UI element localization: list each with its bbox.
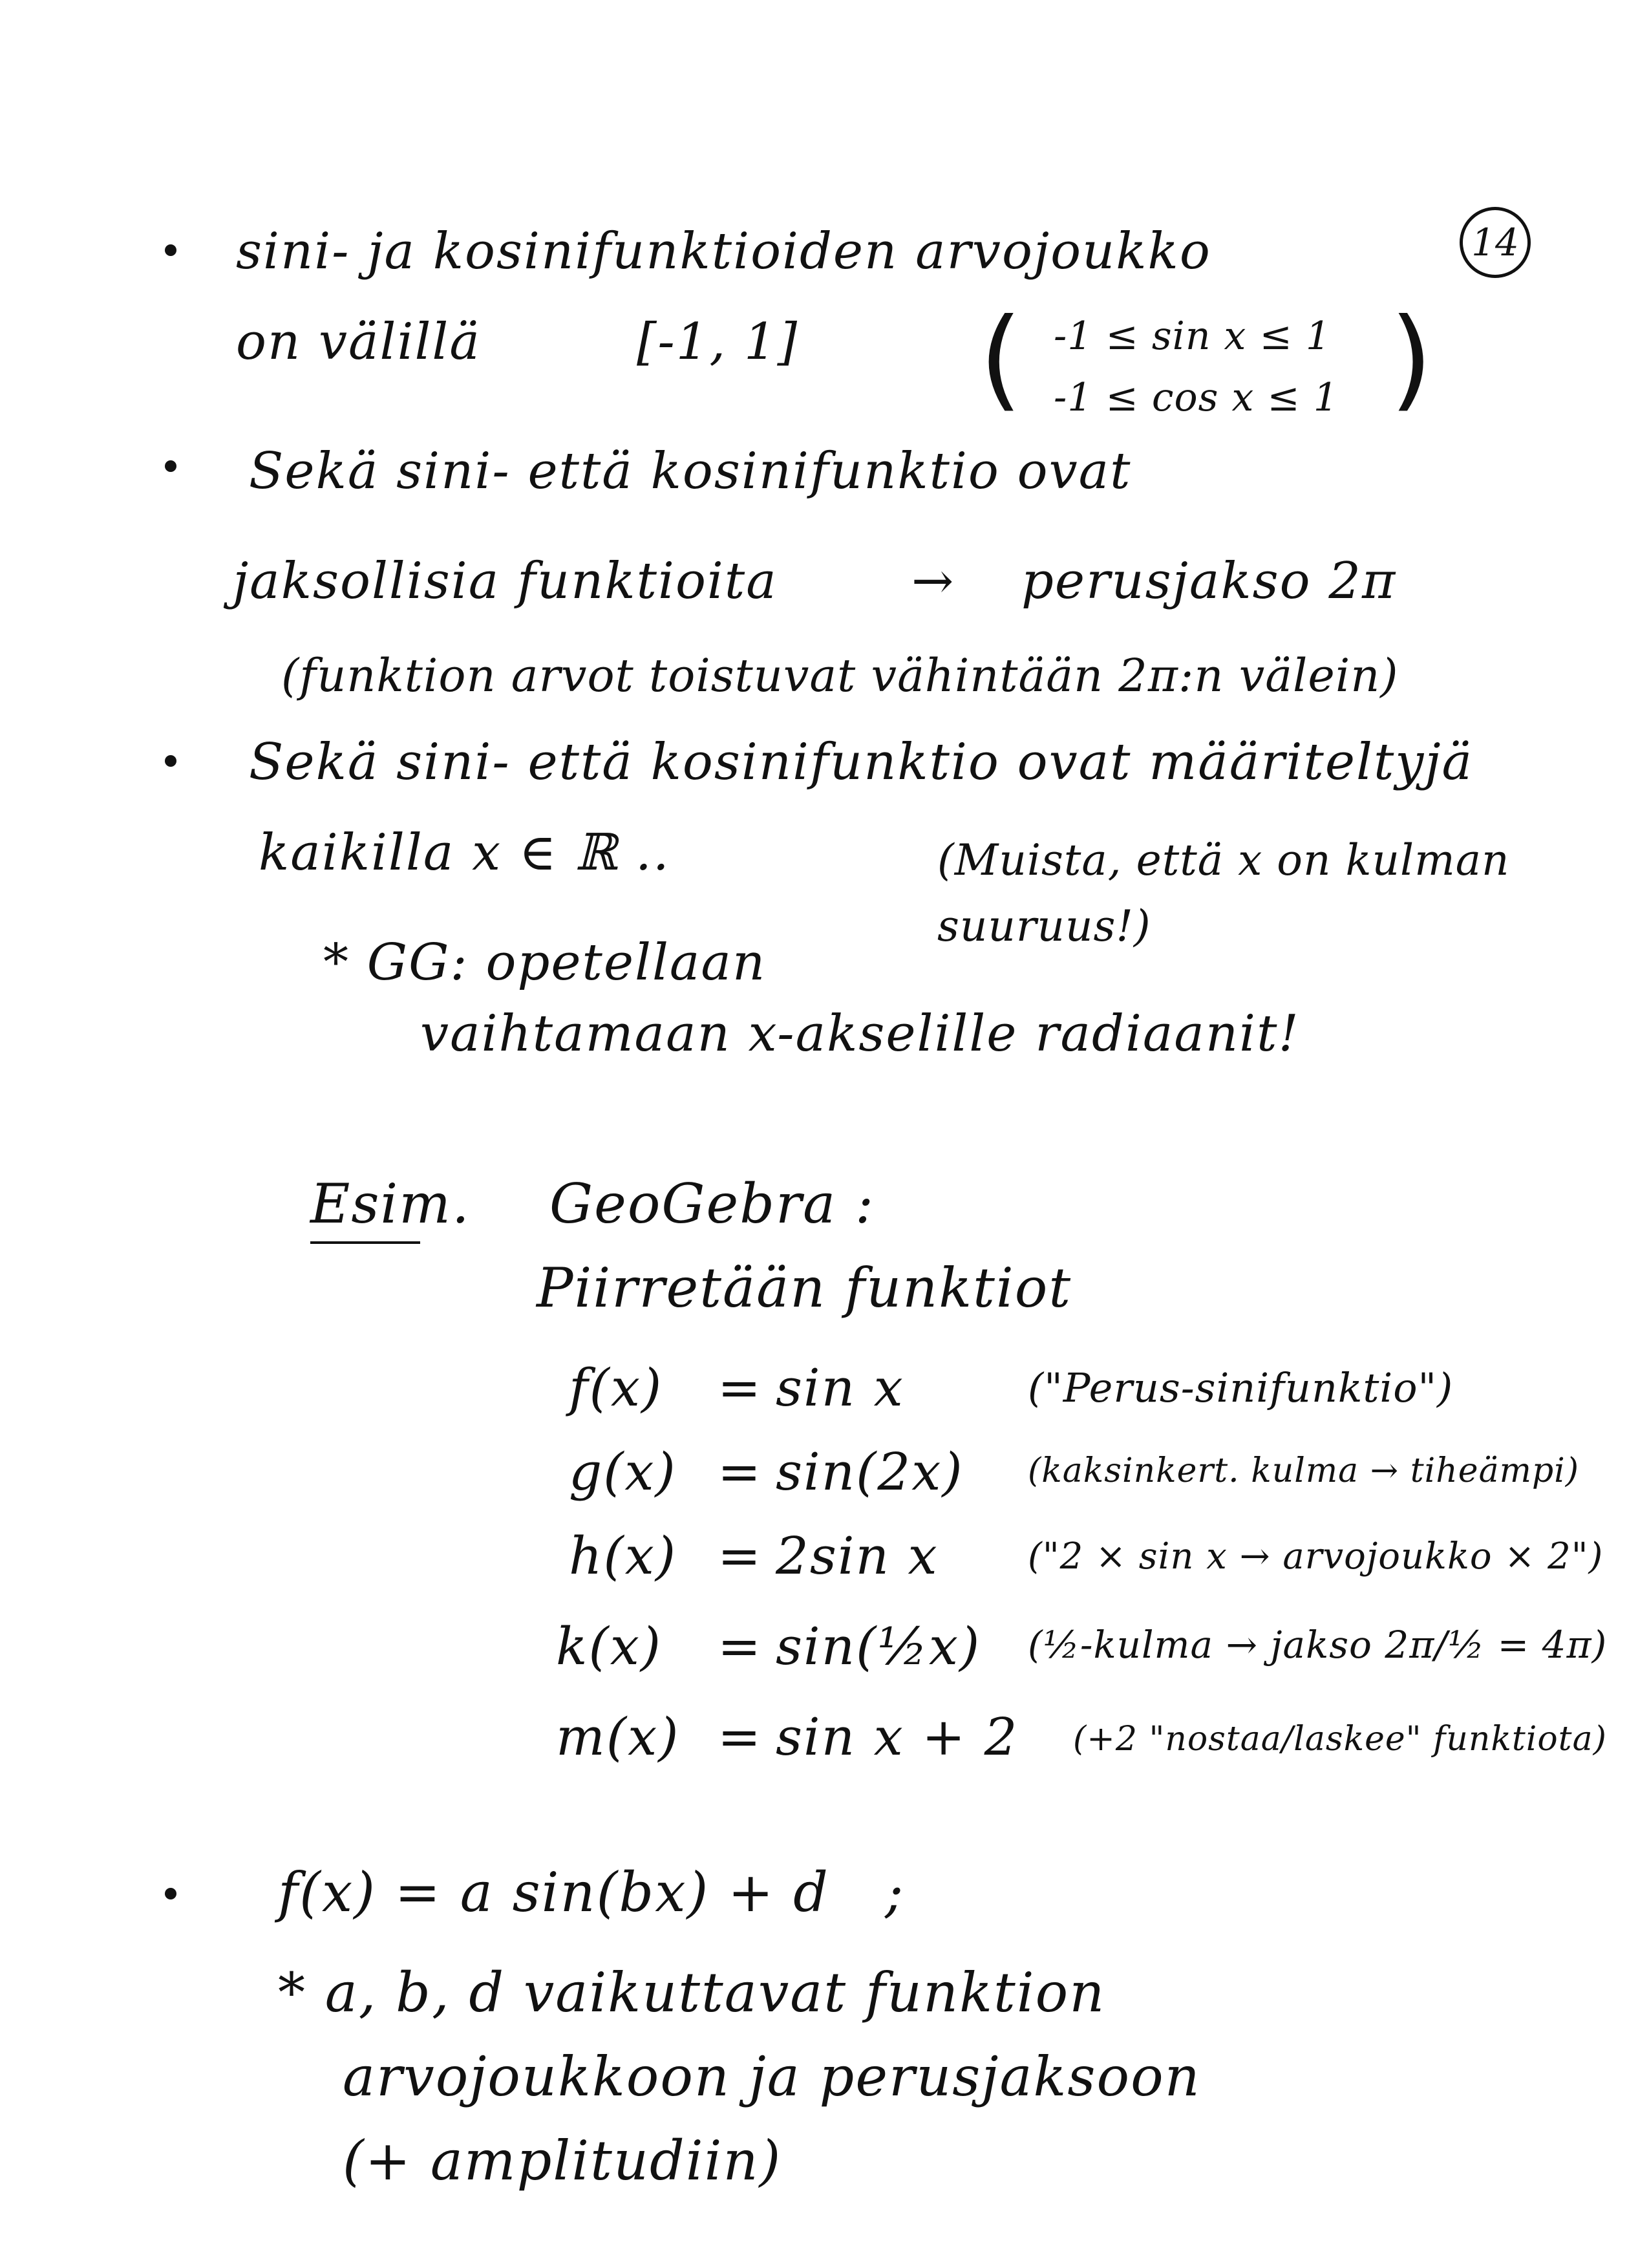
s1-ineq-cos: -1 ≤ cos x ≤ 1 — [1054, 375, 1339, 420]
s4-line2: arvojoukkoon ja perusjaksoon — [343, 2045, 1201, 2108]
row-k-note: (½-kulma → jakso 2π/½ = 4π) — [1028, 1623, 1608, 1667]
s1-interval: [-1, 1] — [637, 313, 799, 371]
s3-line2: kaikilla x ∈ ℝ .. — [259, 824, 670, 882]
s4-line3: (+ amplitudiin) — [343, 2129, 782, 2192]
bullet-3 — [165, 755, 176, 767]
s3-line1: Sekä sini- että kosinifunktio ovat määriteltyjä — [249, 733, 1474, 791]
s1-line1: sini- ja kosinifunktioiden arvojoukko — [236, 222, 1211, 281]
row-m-equals: = — [718, 1707, 763, 1767]
row-f-equals: = — [718, 1358, 763, 1418]
row-g-rhs: sin(2x) — [776, 1442, 964, 1502]
page-number — [1460, 207, 1531, 278]
s2-line2: jaksollisia funktioita — [233, 552, 778, 610]
row-g-equals: = — [718, 1442, 763, 1502]
row-h-lhs: h(x) — [569, 1526, 677, 1586]
example-title: GeoGebra : — [549, 1172, 875, 1236]
s4-formula: f(x) = a sin(bx) + d ; — [278, 1861, 905, 1924]
example-label-underline — [310, 1241, 420, 1244]
row-f-note: ("Perus-sinifunktio") — [1028, 1364, 1454, 1411]
s2-period-label: perusjakso 2π — [1021, 552, 1397, 610]
row-h-equals: = — [718, 1526, 763, 1586]
s3-note: (Muista, että x on kulman suuruus!) — [937, 835, 1510, 952]
row-m-rhs: sin x + 2 — [776, 1707, 1019, 1767]
row-h-rhs: 2sin x — [776, 1526, 939, 1586]
row-k-equals: = — [718, 1616, 763, 1676]
s1-line2: on välillä — [236, 313, 481, 371]
s2-line3: (funktion arvot toistuvat vähintään 2π:n välein) — [281, 649, 1399, 702]
s2-line1: Sekä sini- että kosinifunktio ovat — [249, 442, 1132, 500]
bullet-2 — [165, 460, 176, 472]
row-h-note: ("2 × sin x → arvojoukko × 2") — [1028, 1535, 1604, 1578]
row-f-rhs: sin x — [776, 1358, 904, 1418]
row-k-lhs: k(x) — [556, 1616, 663, 1676]
example-label: Esim. — [310, 1172, 471, 1236]
bullet-1 — [165, 244, 176, 256]
row-m-note: (+2 "nostaa/laskee" funktiota) — [1073, 1720, 1607, 1759]
row-g-lhs: g(x) — [569, 1442, 677, 1502]
s1-ineq-sin: -1 ≤ sin x ≤ 1 — [1054, 314, 1331, 359]
example-subtitle: Piirretään funktiot — [537, 1256, 1072, 1320]
s3-tip-line2: vaihtamaan x-akselille radiaanit! — [420, 1005, 1300, 1063]
row-g-note: (kaksinkert. kulma → tiheämpi) — [1028, 1451, 1580, 1490]
bullet-4 — [165, 1888, 176, 1899]
s1-right-paren: ) — [1390, 295, 1433, 423]
row-m-lhs: m(x) — [556, 1707, 680, 1767]
s1-left-paren: ( — [979, 295, 1023, 423]
row-f-lhs: f(x) — [569, 1358, 663, 1418]
s2-arrow: → — [911, 552, 955, 610]
s4-line1: * a, b, d vaikuttavat funktion — [278, 1961, 1106, 2024]
s3-tip-line1: * GG: opetellaan — [323, 934, 767, 992]
row-k-rhs: sin(½x) — [776, 1616, 981, 1676]
page-number-text: 14 — [1471, 220, 1519, 264]
